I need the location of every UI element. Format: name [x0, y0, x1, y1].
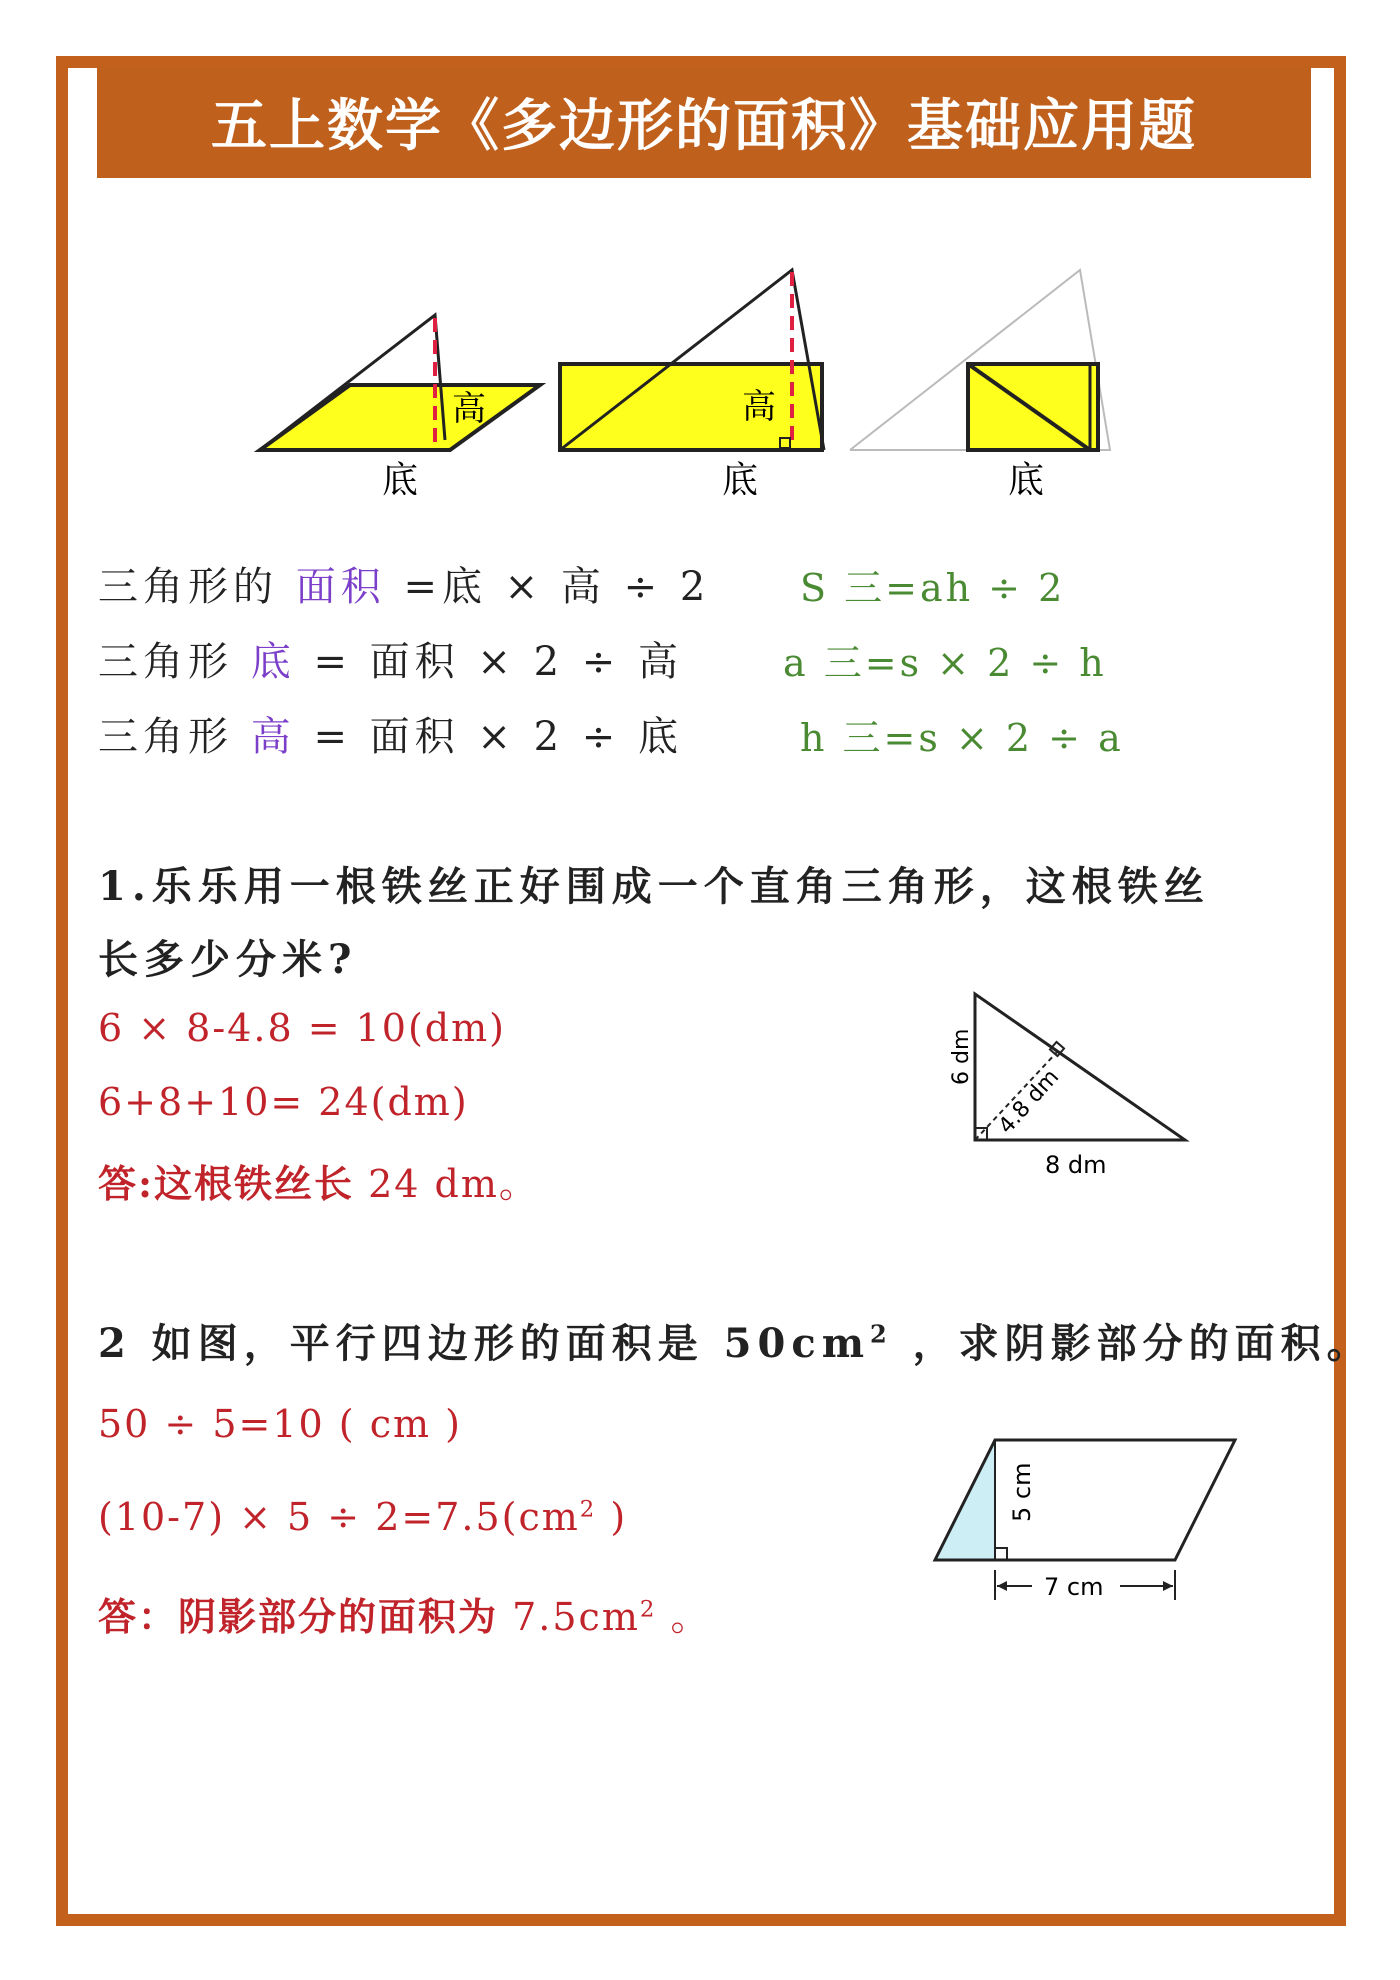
q2-answer: 答：阴影部分的面积为 $7.5cm^2$ 。	[98, 1594, 711, 1639]
diagram-height-label: 高	[742, 387, 776, 427]
q1-step2: 6+8+10= 24(dm)	[98, 1080, 469, 1124]
q2-question: 2 如图，平行四边形的面积是 $50cm^2$ ，求阴影部分的面积。	[98, 1319, 1373, 1367]
q2-parallelogram-figure	[920, 1410, 1240, 1610]
formula-area-short: S 三=ah ÷ 2	[800, 566, 1066, 610]
q2-base-label: 7 cm	[1044, 1573, 1104, 1601]
q1-step1: 6 × 8-4.8 = 10(dm)	[98, 1006, 506, 1050]
diagram-rectangle	[560, 270, 824, 501]
q2-step2: $(10-7) \times 5 \div 2=7.5(cm^2$ )	[98, 1495, 628, 1539]
triangle-area-diagram	[230, 240, 1230, 501]
formula-height-short: h 三=s × 2 ÷ a	[800, 716, 1124, 760]
formula-key: 底	[250, 639, 296, 685]
q1-right-triangle-figure	[940, 980, 1200, 1200]
diagram-height-label: 高	[452, 389, 486, 429]
diagram-base-label: 底	[382, 460, 419, 501]
q1-answer: 答:这根铁丝长 24 dm。	[98, 1161, 539, 1206]
formula-key: 高	[250, 714, 296, 760]
q1-height-label: 4.8 dm	[993, 1064, 1065, 1140]
page-title: 五上数学《多边形的面积》基础应用题	[97, 66, 1311, 178]
formula-base: 三角形 底 = 面积 × 2 ÷ 高	[98, 639, 684, 685]
q2-height-label: 5 cm	[1008, 1462, 1036, 1522]
formula-height: 三角形 高 = 面积 × 2 ÷ 底	[98, 714, 684, 760]
diagram-parallelogram	[260, 315, 540, 501]
q1-line2: 长多少分米?	[98, 936, 358, 983]
formula-key: 面积	[295, 564, 386, 610]
formula-base-short: a 三=s × 2 ÷ h	[783, 641, 1107, 685]
diagram-base-label: 底	[722, 460, 759, 501]
q1-line1: 1.乐乐用一根铁丝正好围成一个直角三角形，这根铁丝	[98, 863, 1210, 910]
formula-area: 三角形的 面积 =底 × 高 ÷ 2	[98, 564, 711, 610]
diagram-base-label: 底	[1008, 460, 1045, 501]
q1-side-a-label: 6 dm	[949, 1028, 974, 1085]
diagram-square	[850, 270, 1110, 501]
q1-side-b-label: 8 dm	[1045, 1151, 1107, 1179]
q2-step1: 50 ÷ 5=10 ( cm )	[98, 1402, 462, 1446]
